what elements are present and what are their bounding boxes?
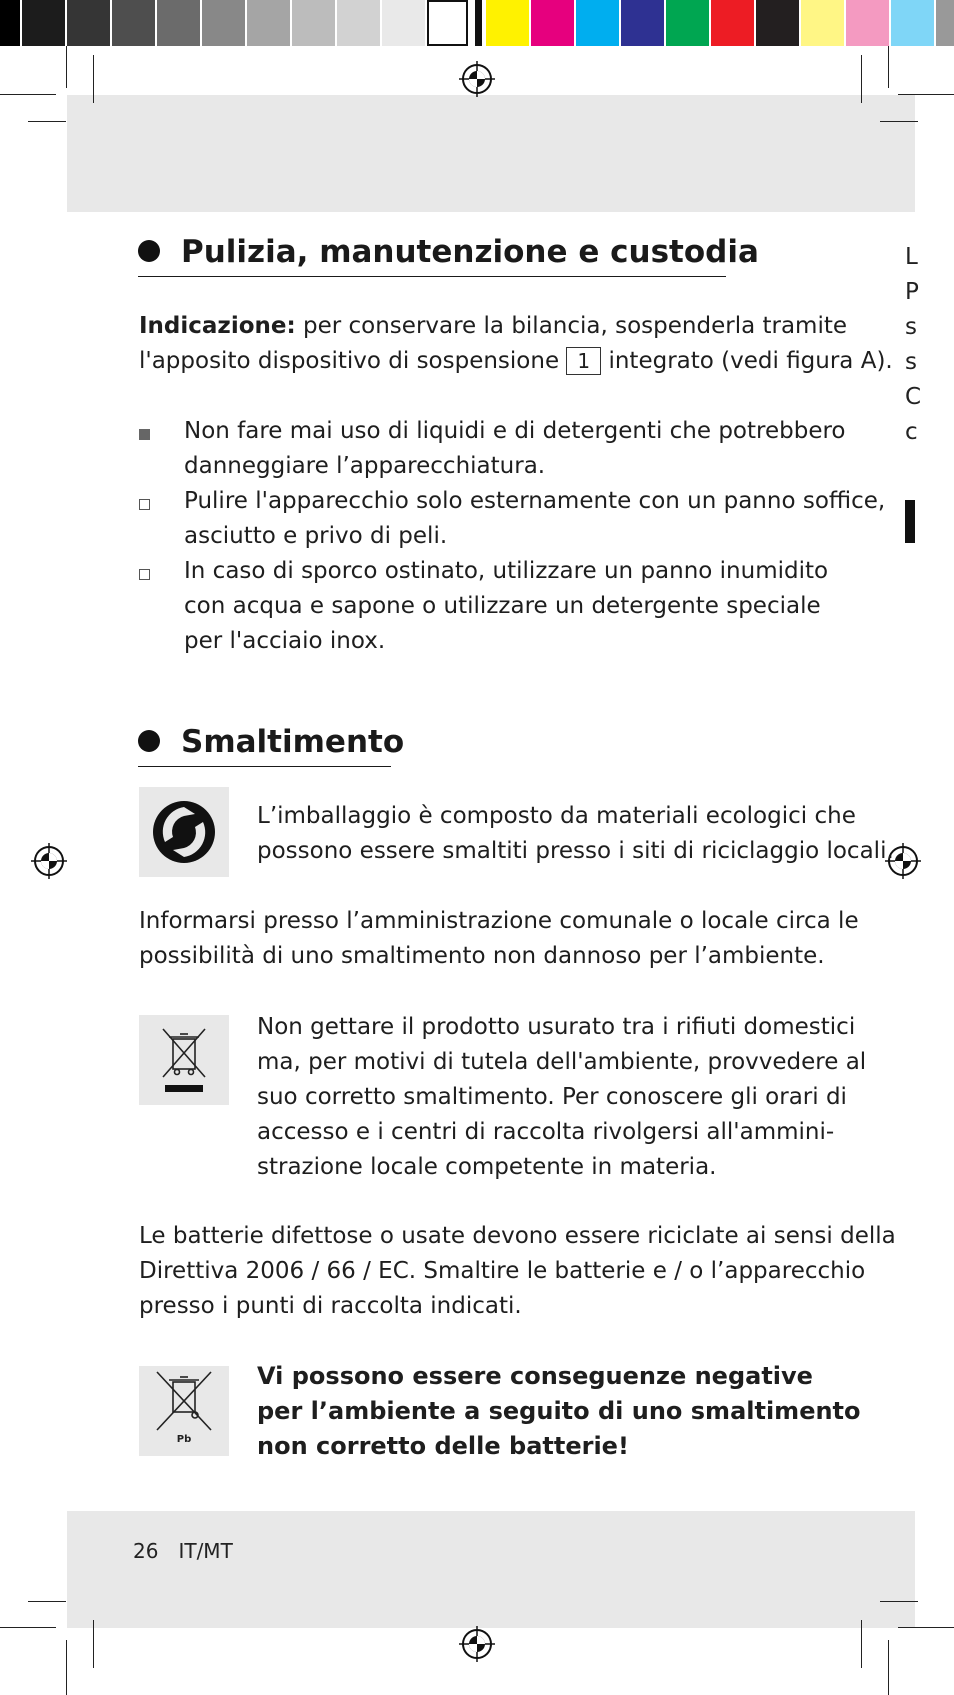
text-line: possibilità di uno smaltimento non dannoso per l’ambiente. bbox=[139, 943, 825, 969]
color-swatch bbox=[292, 0, 335, 46]
color-swatch bbox=[531, 0, 574, 46]
color-swatch bbox=[486, 0, 529, 46]
list-item-text: In caso di sporco ostinato, utilizzare un panno inumidito bbox=[184, 558, 829, 584]
color-swatch bbox=[891, 0, 934, 46]
note-text: per conservare la bilancia, sospenderla tramite bbox=[303, 313, 848, 339]
text-line: presso i punti di raccolta indicati. bbox=[139, 1293, 522, 1319]
heading-underline bbox=[138, 766, 391, 767]
packaging-text bbox=[257, 799, 894, 869]
color-swatch bbox=[666, 0, 709, 46]
section-heading-cleaning bbox=[138, 234, 759, 270]
color-bar-separator bbox=[475, 0, 482, 46]
section-title: Pulizia, manutenzione e custodia bbox=[181, 234, 759, 270]
text-line: L’imballaggio è composto da materiali ecologici che bbox=[257, 803, 856, 829]
text-line: per l’ambiente a seguito di uno smaltimento bbox=[257, 1397, 861, 1425]
text-line: accesso e i centri di raccolta rivolgersi all'ammini- bbox=[257, 1119, 835, 1145]
crossed-bin-icon bbox=[139, 1015, 229, 1105]
color-swatch bbox=[337, 0, 380, 46]
note-label: Indicazione: bbox=[139, 313, 296, 339]
color-swatch bbox=[846, 0, 889, 46]
figure-ref-badge: 1 bbox=[566, 347, 601, 375]
battery-warning bbox=[257, 1359, 861, 1464]
page-footer bbox=[133, 1539, 233, 1563]
inform-text bbox=[139, 904, 859, 974]
list-item-text: Pulire l'apparecchio solo esternamente con un panno soffice, bbox=[184, 488, 886, 514]
list-bullet bbox=[139, 569, 150, 580]
green-dot-recycle-icon bbox=[139, 787, 229, 877]
text-line: Direttiva 2006 / 66 / EC. Smaltire le batterie e / o l’apparecchio bbox=[139, 1258, 866, 1284]
color-swatch bbox=[756, 0, 799, 46]
text-line: strazione locale competente in materia. bbox=[257, 1154, 717, 1180]
locale-code: IT/MT bbox=[178, 1539, 233, 1563]
color-swatch bbox=[576, 0, 619, 46]
text-line: Vi possono essere conseguenze negative bbox=[257, 1362, 813, 1390]
bullet-dot-icon bbox=[138, 240, 160, 262]
registration-mark-icon bbox=[459, 61, 495, 97]
list-item-text: Non fare mai uso di liquidi e di detergenti che potrebbero bbox=[184, 418, 846, 444]
color-swatch bbox=[247, 0, 290, 46]
edge-letter: s bbox=[905, 349, 917, 375]
note-paragraph bbox=[139, 309, 893, 379]
footer-panel bbox=[67, 1511, 915, 1628]
list-item-text: con acqua e sapone o utilizzare un detergente speciale bbox=[184, 593, 821, 619]
list-item bbox=[184, 414, 846, 484]
weee-text bbox=[257, 1010, 866, 1185]
page-number: 26 bbox=[133, 1539, 159, 1563]
edge-block bbox=[905, 500, 915, 543]
edge-letter: P bbox=[905, 279, 919, 305]
list-item-text: asciutto e privo di peli. bbox=[184, 523, 448, 549]
text-line: Informarsi presso l’amministrazione comunale o locale circa le bbox=[139, 908, 859, 934]
color-swatch bbox=[936, 0, 954, 46]
edge-letter: L bbox=[905, 244, 918, 270]
heading-underline bbox=[138, 276, 726, 277]
color-swatch bbox=[67, 0, 110, 46]
text-line: ma, per motivi di tutela dell'ambiente, provvedere al bbox=[257, 1049, 867, 1075]
note-text: l'apposito dispositivo di sospensione bbox=[139, 348, 560, 374]
text-line: Non gettare il prodotto usurato tra i rifiuti domestici bbox=[257, 1014, 856, 1040]
section-title: Smaltimento bbox=[181, 724, 405, 760]
color-swatch bbox=[382, 0, 425, 46]
note-text: integrato (vedi figura A). bbox=[608, 348, 893, 374]
color-swatch bbox=[0, 0, 20, 46]
color-swatch bbox=[621, 0, 664, 46]
edge-letter: s bbox=[905, 314, 917, 340]
list-item bbox=[184, 484, 885, 554]
pb-label: Pb bbox=[176, 1434, 192, 1445]
crossed-bin-pb-icon bbox=[139, 1366, 229, 1456]
header-panel bbox=[67, 95, 915, 212]
edge-letter: c bbox=[905, 419, 918, 445]
color-swatch bbox=[157, 0, 200, 46]
edge-letter: C bbox=[905, 384, 922, 410]
list-item bbox=[184, 554, 828, 659]
text-line: Le batterie difettose o usate devono essere riciclate ai sensi della bbox=[139, 1223, 896, 1249]
color-swatch bbox=[801, 0, 844, 46]
registration-mark-icon bbox=[459, 1626, 495, 1662]
color-swatch bbox=[427, 0, 468, 46]
list-item-text: danneggiare l’apparecchiatura. bbox=[184, 453, 546, 479]
color-swatch bbox=[112, 0, 155, 46]
section-heading-disposal bbox=[138, 724, 404, 760]
list-bullet bbox=[139, 429, 150, 440]
battery-text bbox=[139, 1219, 896, 1324]
text-line: possono essere smaltiti presso i siti di riciclaggio locali. bbox=[257, 838, 894, 864]
color-swatch bbox=[22, 0, 65, 46]
color-swatch bbox=[711, 0, 754, 46]
list-item-text: per l'acciaio inox. bbox=[184, 628, 386, 654]
color-swatch bbox=[202, 0, 245, 46]
text-line: suo corretto smaltimento. Per conoscere gli orari di bbox=[257, 1084, 847, 1110]
registration-mark-icon bbox=[31, 843, 67, 879]
text-line: non corretto delle batterie! bbox=[257, 1432, 629, 1460]
bullet-dot-icon bbox=[138, 730, 160, 752]
list-bullet bbox=[139, 499, 150, 510]
